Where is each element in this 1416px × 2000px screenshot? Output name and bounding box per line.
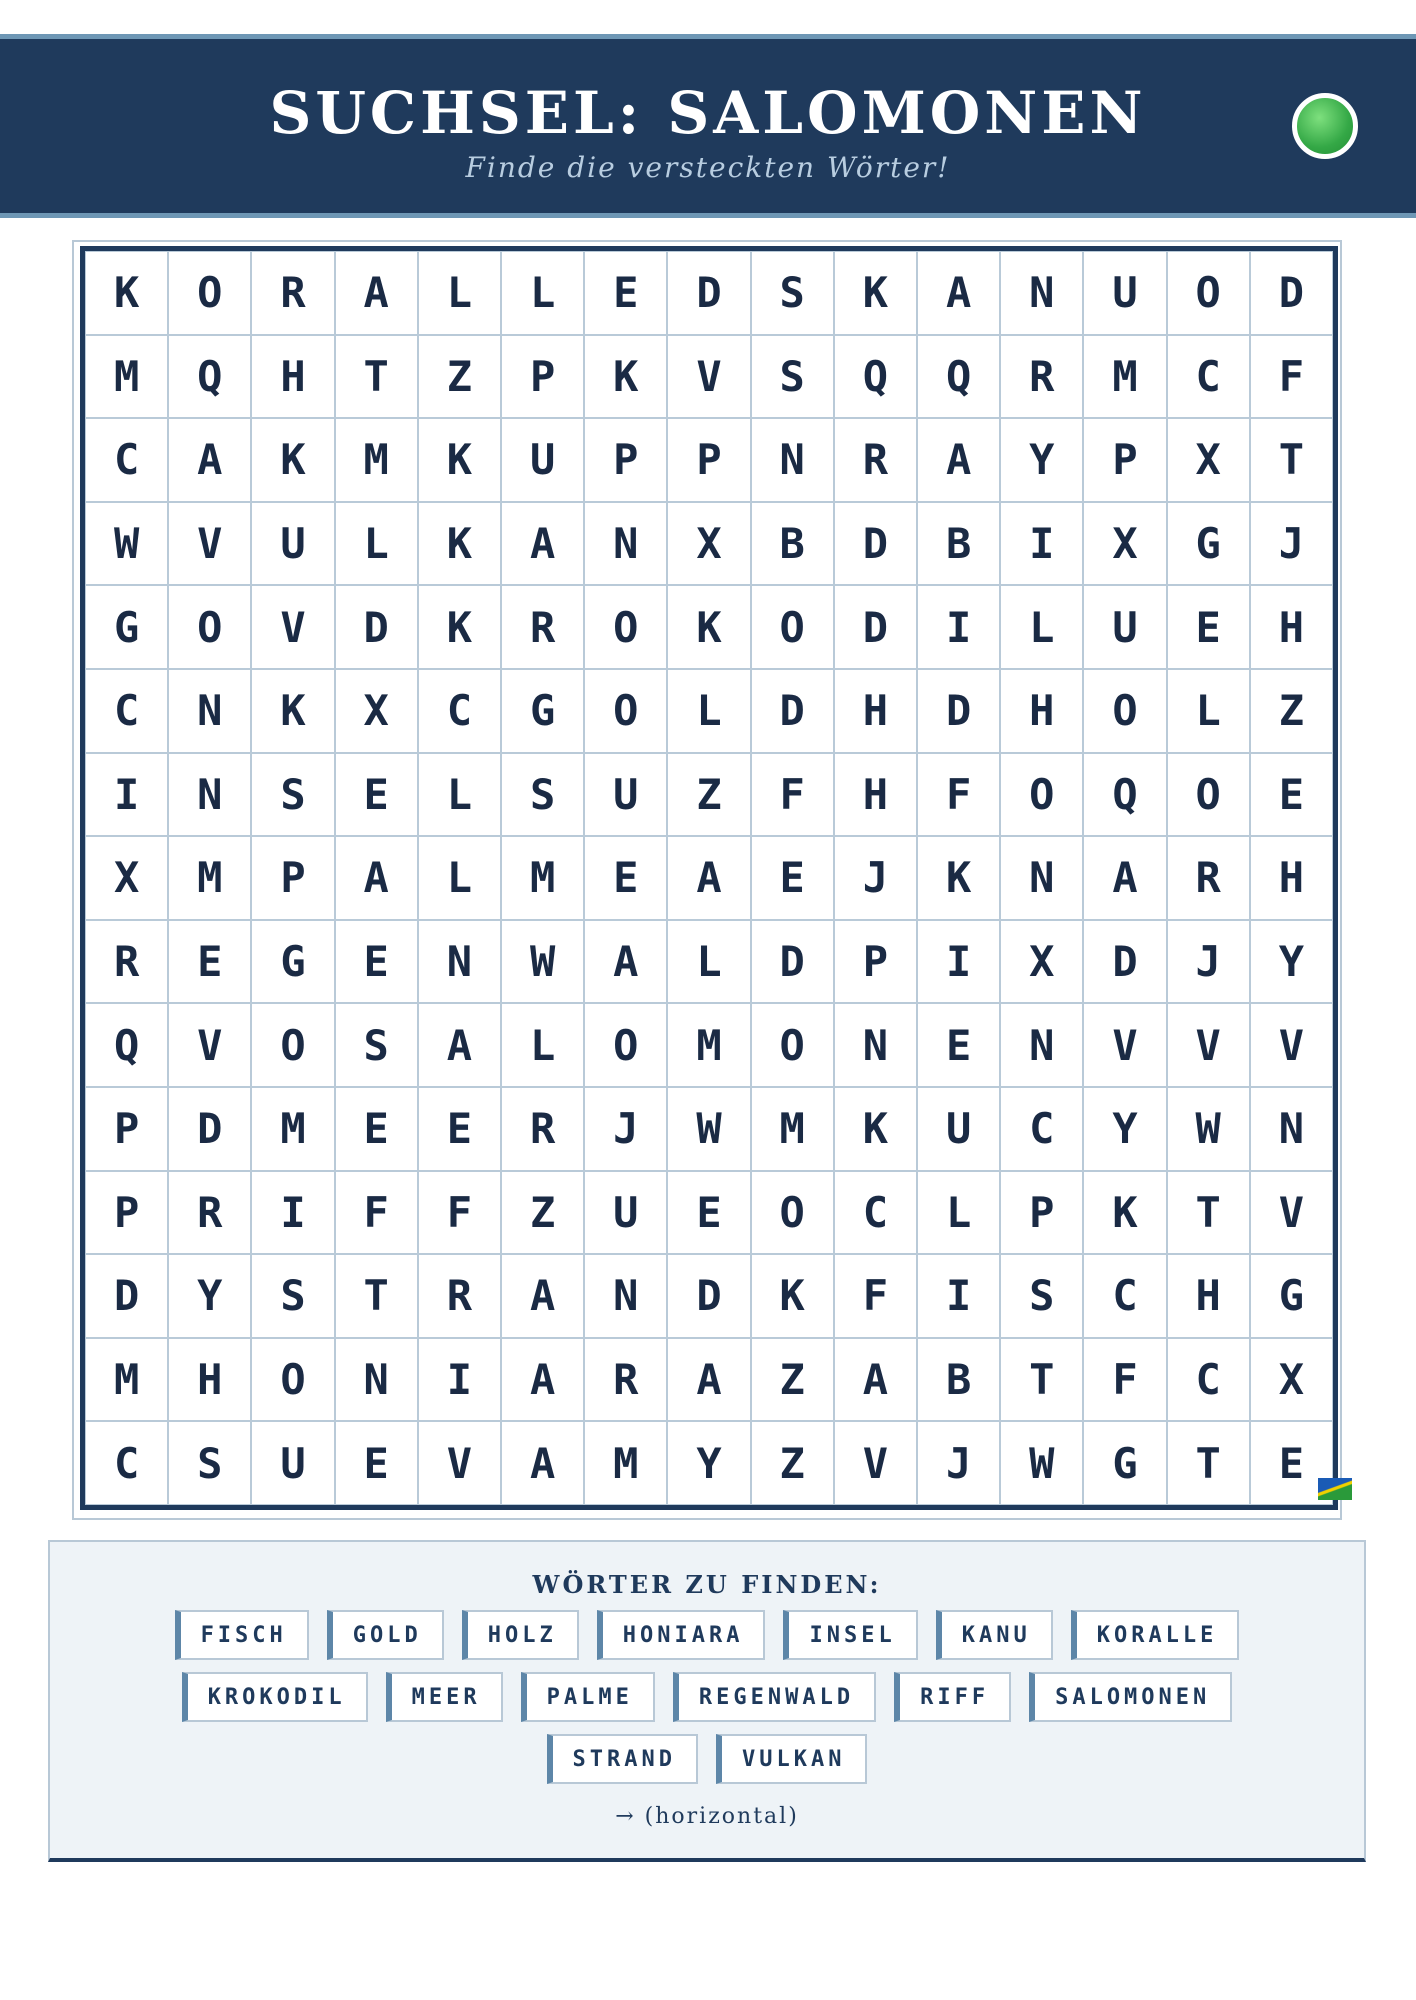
word-list-heading: WÖRTER ZU FINDEN: <box>532 1570 882 1599</box>
word-chip: KANU <box>936 1610 1053 1660</box>
grid-cell[interactable]: R <box>1000 335 1083 419</box>
word-chip: PALME <box>521 1672 655 1722</box>
grid-cell[interactable]: D <box>335 585 418 669</box>
grid-cell[interactable]: C <box>418 669 501 753</box>
grid-cell[interactable]: X <box>667 502 750 586</box>
grid-cell[interactable]: K <box>1083 1171 1166 1255</box>
grid-cell[interactable]: L <box>667 920 750 1004</box>
grid-cell[interactable]: K <box>251 669 334 753</box>
grid-cell[interactable]: X <box>1000 920 1083 1004</box>
grid-cell[interactable]: A <box>501 502 584 586</box>
grid-cell[interactable]: I <box>917 1254 1000 1338</box>
grid-cell[interactable]: M <box>667 1003 750 1087</box>
grid-cell[interactable]: I <box>418 1338 501 1422</box>
grid-cell[interactable]: P <box>584 418 667 502</box>
grid-cell[interactable]: G <box>85 585 168 669</box>
grid-cell[interactable]: Q <box>1083 753 1166 837</box>
grid-cell[interactable]: B <box>917 1338 1000 1422</box>
grid-cell[interactable]: E <box>168 920 251 1004</box>
grid-cell[interactable]: L <box>418 753 501 837</box>
grid-cell[interactable]: J <box>1167 920 1250 1004</box>
grid-cell[interactable]: C <box>85 669 168 753</box>
word-list <box>50 1610 1364 1796</box>
grid-cell[interactable]: K <box>834 251 917 335</box>
grid-cell[interactable]: R <box>168 1171 251 1255</box>
grid-cell[interactable]: R <box>85 920 168 1004</box>
grid-cell[interactable]: V <box>1250 1003 1333 1087</box>
green-dot-icon <box>1292 93 1358 159</box>
grid-cell[interactable]: J <box>834 836 917 920</box>
grid-cell[interactable]: Q <box>834 335 917 419</box>
grid-cell[interactable]: Q <box>168 335 251 419</box>
grid-cell[interactable]: M <box>501 836 584 920</box>
grid-cell[interactable]: R <box>1167 836 1250 920</box>
grid-cell[interactable]: K <box>584 335 667 419</box>
grid-cell[interactable]: V <box>834 1421 917 1505</box>
grid-cell[interactable]: V <box>168 1003 251 1087</box>
grid-cell[interactable]: P <box>1000 1171 1083 1255</box>
grid-cell[interactable]: M <box>85 335 168 419</box>
grid-cell[interactable]: D <box>667 1254 750 1338</box>
grid-cell[interactable]: R <box>418 1254 501 1338</box>
grid-cell[interactable]: L <box>335 502 418 586</box>
grid-cell[interactable]: N <box>584 502 667 586</box>
grid-cell[interactable]: A <box>501 1338 584 1422</box>
grid-cell[interactable]: N <box>168 669 251 753</box>
grid-cell[interactable]: L <box>418 836 501 920</box>
grid-cell[interactable]: K <box>418 502 501 586</box>
grid-cell[interactable]: D <box>751 920 834 1004</box>
grid-cell[interactable]: O <box>751 585 834 669</box>
grid-cell[interactable]: E <box>584 251 667 335</box>
grid-cell[interactable]: V <box>168 502 251 586</box>
grid-cell[interactable]: O <box>584 1003 667 1087</box>
grid-cell[interactable]: P <box>834 920 917 1004</box>
grid-cell[interactable]: R <box>584 1338 667 1422</box>
grid-cell[interactable]: I <box>251 1171 334 1255</box>
grid-cell[interactable]: N <box>1000 836 1083 920</box>
grid-cell[interactable]: U <box>501 418 584 502</box>
grid-cell[interactable]: E <box>335 920 418 1004</box>
grid-cell[interactable]: R <box>251 251 334 335</box>
grid-cell[interactable]: Y <box>1250 920 1333 1004</box>
grid-cell[interactable]: A <box>917 418 1000 502</box>
word-chip: HOLZ <box>462 1610 579 1660</box>
grid-cell[interactable]: L <box>917 1171 1000 1255</box>
grid-cell[interactable]: D <box>917 669 1000 753</box>
grid-cell[interactable]: Q <box>917 335 1000 419</box>
grid-cell[interactable]: N <box>418 920 501 1004</box>
grid-cell[interactable]: E <box>418 1087 501 1171</box>
grid-cell[interactable]: T <box>1000 1338 1083 1422</box>
grid-cell[interactable]: U <box>584 1171 667 1255</box>
grid-cell[interactable]: U <box>251 502 334 586</box>
grid-cell[interactable]: M <box>751 1087 834 1171</box>
grid-cell[interactable]: H <box>834 753 917 837</box>
grid-cell[interactable]: O <box>1083 669 1166 753</box>
grid-cell[interactable]: W <box>501 920 584 1004</box>
grid-cell[interactable]: C <box>1167 335 1250 419</box>
grid-cell[interactable]: U <box>251 1421 334 1505</box>
grid-cell[interactable]: L <box>1167 669 1250 753</box>
grid-cell[interactable]: J <box>584 1087 667 1171</box>
grid-cell[interactable]: T <box>1250 418 1333 502</box>
grid-cell[interactable]: A <box>335 836 418 920</box>
page-title: SUCHSEL: SALOMONEN <box>269 79 1147 147</box>
grid-cell[interactable]: U <box>1083 585 1166 669</box>
grid-cell[interactable]: H <box>251 335 334 419</box>
grid-cell[interactable]: V <box>667 335 750 419</box>
word-row <box>50 1734 1364 1784</box>
grid-cell[interactable]: Z <box>751 1338 834 1422</box>
grid-cell[interactable]: K <box>85 251 168 335</box>
grid-cell[interactable]: B <box>917 502 1000 586</box>
grid-cell[interactable]: V <box>1250 1171 1333 1255</box>
grid-cell[interactable]: G <box>501 669 584 753</box>
grid-cell[interactable]: O <box>751 1171 834 1255</box>
grid-cell[interactable]: H <box>1167 1254 1250 1338</box>
grid-cell[interactable]: S <box>1000 1254 1083 1338</box>
grid-cell[interactable]: N <box>1250 1087 1333 1171</box>
grid-cell[interactable]: N <box>584 1254 667 1338</box>
grid-cell[interactable]: X <box>1250 1338 1333 1422</box>
grid-cell[interactable]: K <box>667 585 750 669</box>
grid-cell[interactable]: O <box>168 251 251 335</box>
grid-cell[interactable]: P <box>667 418 750 502</box>
grid-cell[interactable]: J <box>1250 502 1333 586</box>
grid-cell[interactable]: O <box>1167 753 1250 837</box>
grid-cell[interactable]: A <box>917 251 1000 335</box>
grid-cell[interactable]: T <box>335 335 418 419</box>
grid-cell[interactable]: W <box>667 1087 750 1171</box>
grid-cell[interactable]: X <box>85 836 168 920</box>
grid-cell[interactable]: H <box>168 1338 251 1422</box>
grid-cell[interactable]: M <box>85 1338 168 1422</box>
grid-cell[interactable]: Z <box>751 1421 834 1505</box>
grid-cell[interactable]: G <box>1083 1421 1166 1505</box>
word-chip: SALOMONEN <box>1029 1672 1232 1722</box>
grid-cell[interactable]: S <box>335 1003 418 1087</box>
grid-cell[interactable]: I <box>917 920 1000 1004</box>
grid-cell[interactable]: V <box>1083 1003 1166 1087</box>
grid-cell[interactable]: K <box>251 418 334 502</box>
grid-cell[interactable]: E <box>667 1171 750 1255</box>
grid-cell[interactable]: C <box>85 418 168 502</box>
word-chip: STRAND <box>547 1734 698 1784</box>
word-chip: HONIARA <box>597 1610 766 1660</box>
grid-cell[interactable]: Z <box>1250 669 1333 753</box>
grid-cell[interactable]: A <box>501 1421 584 1505</box>
grid-cell[interactable]: L <box>1000 585 1083 669</box>
grid-cell[interactable]: V <box>418 1421 501 1505</box>
grid-cell[interactable]: O <box>168 585 251 669</box>
word-chip: KORALLE <box>1071 1610 1240 1660</box>
grid-cell[interactable]: N <box>834 1003 917 1087</box>
grid-cell[interactable]: L <box>667 669 750 753</box>
grid-cell[interactable]: S <box>251 753 334 837</box>
grid-cell[interactable]: R <box>834 418 917 502</box>
grid-cell[interactable]: K <box>418 585 501 669</box>
grid-cell[interactable]: M <box>584 1421 667 1505</box>
grid-cell[interactable]: X <box>1167 418 1250 502</box>
word-row <box>50 1672 1364 1722</box>
grid-cell[interactable]: M <box>1083 335 1166 419</box>
grid-cell[interactable]: S <box>251 1254 334 1338</box>
grid-cell[interactable]: F <box>1250 335 1333 419</box>
grid-cell[interactable]: D <box>168 1087 251 1171</box>
grid-cell[interactable]: O <box>1167 251 1250 335</box>
grid-cell[interactable]: W <box>1000 1421 1083 1505</box>
word-chip: VULKAN <box>716 1734 867 1784</box>
grid-cell[interactable]: E <box>1250 753 1333 837</box>
grid-cell[interactable]: O <box>251 1003 334 1087</box>
grid-cell[interactable]: Z <box>501 1171 584 1255</box>
grid-cell[interactable]: G <box>251 920 334 1004</box>
grid-cell[interactable]: E <box>1167 585 1250 669</box>
grid-cell[interactable]: K <box>751 1254 834 1338</box>
grid-cell[interactable]: A <box>335 251 418 335</box>
grid-cell[interactable]: R <box>501 585 584 669</box>
word-list-panel <box>48 1540 1366 1862</box>
grid-cell[interactable]: A <box>667 1338 750 1422</box>
grid-cell[interactable]: A <box>501 1254 584 1338</box>
grid-cell[interactable]: N <box>335 1338 418 1422</box>
grid-cell[interactable]: L <box>501 251 584 335</box>
grid-cell[interactable]: D <box>751 669 834 753</box>
grid-cell[interactable]: X <box>335 669 418 753</box>
grid-cell[interactable]: I <box>1000 502 1083 586</box>
word-chip: REGENWALD <box>673 1672 876 1722</box>
grid-cell[interactable]: H <box>834 669 917 753</box>
grid-cell[interactable]: A <box>168 418 251 502</box>
grid-cell[interactable]: F <box>751 753 834 837</box>
grid-cell[interactable]: X <box>1083 502 1166 586</box>
grid-cell[interactable]: K <box>418 418 501 502</box>
grid-cell[interactable]: I <box>917 585 1000 669</box>
word-search-grid <box>80 246 1338 1510</box>
grid-cell[interactable]: E <box>335 1087 418 1171</box>
grid-cell[interactable]: N <box>1000 1003 1083 1087</box>
grid-cell[interactable]: P <box>1083 418 1166 502</box>
grid-cell[interactable]: T <box>1167 1421 1250 1505</box>
grid-cell[interactable]: P <box>501 335 584 419</box>
grid-cell[interactable]: M <box>251 1087 334 1171</box>
grid-cell[interactable]: H <box>1250 585 1333 669</box>
grid-cell[interactable]: D <box>834 502 917 586</box>
grid-cell[interactable]: N <box>1000 251 1083 335</box>
grid-cell[interactable]: E <box>335 753 418 837</box>
grid-cell[interactable]: O <box>584 669 667 753</box>
grid-cell[interactable]: K <box>834 1087 917 1171</box>
direction-hint: → (horizontal) <box>615 1804 799 1829</box>
grid-cell[interactable]: F <box>834 1254 917 1338</box>
word-chip: MEER <box>386 1672 503 1722</box>
word-chip: FISCH <box>175 1610 309 1660</box>
grid-cell[interactable]: A <box>418 1003 501 1087</box>
grid-cell[interactable]: N <box>751 418 834 502</box>
grid-cell[interactable]: K <box>917 836 1000 920</box>
grid-cell[interactable]: D <box>667 251 750 335</box>
grid-cell[interactable]: C <box>85 1421 168 1505</box>
grid-cell[interactable]: L <box>418 251 501 335</box>
grid-cell[interactable]: W <box>85 502 168 586</box>
grid-cell[interactable]: Z <box>418 335 501 419</box>
grid-cell[interactable]: W <box>1167 1087 1250 1171</box>
grid-cell[interactable]: S <box>751 251 834 335</box>
grid-cell[interactable]: E <box>1250 1421 1333 1505</box>
grid-cell[interactable]: A <box>834 1338 917 1422</box>
grid-cell[interactable]: Z <box>667 753 750 837</box>
grid-cell[interactable]: F <box>917 753 1000 837</box>
grid-cell[interactable]: J <box>917 1421 1000 1505</box>
grid-cell[interactable]: M <box>168 836 251 920</box>
grid-cell[interactable]: O <box>1000 753 1083 837</box>
grid-cell[interactable]: I <box>85 753 168 837</box>
grid-cell[interactable]: U <box>917 1087 1000 1171</box>
grid-cell[interactable]: Y <box>1083 1087 1166 1171</box>
grid-cell[interactable]: O <box>584 585 667 669</box>
grid-cell[interactable]: P <box>251 836 334 920</box>
grid-cell[interactable]: F <box>418 1171 501 1255</box>
grid-cell[interactable]: C <box>1083 1254 1166 1338</box>
grid-cell[interactable]: U <box>1083 251 1166 335</box>
grid-cell[interactable]: D <box>1083 920 1166 1004</box>
grid-cell[interactable]: B <box>751 502 834 586</box>
word-chip: RIFF <box>894 1672 1011 1722</box>
grid-cell[interactable]: U <box>584 753 667 837</box>
grid-cell[interactable]: P <box>85 1171 168 1255</box>
grid-cell[interactable]: E <box>917 1003 1000 1087</box>
grid-cell[interactable]: F <box>335 1171 418 1255</box>
word-chip: GOLD <box>327 1610 444 1660</box>
grid-cell[interactable]: T <box>1167 1171 1250 1255</box>
grid-cell[interactable]: A <box>1083 836 1166 920</box>
grid-cell[interactable]: D <box>1250 251 1333 335</box>
grid-cell[interactable]: A <box>667 836 750 920</box>
solomon-islands-flag-icon <box>1318 1478 1352 1500</box>
grid-cell[interactable]: F <box>1083 1338 1166 1422</box>
grid-cell[interactable]: E <box>751 836 834 920</box>
grid-cell[interactable]: O <box>751 1003 834 1087</box>
grid-cell[interactable]: N <box>168 753 251 837</box>
grid-cell[interactable]: H <box>1000 669 1083 753</box>
grid-cell[interactable]: V <box>1167 1003 1250 1087</box>
grid-cell[interactable]: S <box>168 1421 251 1505</box>
grid-cell[interactable]: C <box>1167 1338 1250 1422</box>
grid-cell[interactable]: Y <box>667 1421 750 1505</box>
grid-cell[interactable]: O <box>251 1338 334 1422</box>
grid-cell[interactable]: E <box>584 836 667 920</box>
header-banner <box>0 34 1416 218</box>
grid-cell[interactable]: A <box>584 920 667 1004</box>
grid-cell[interactable]: S <box>501 753 584 837</box>
grid-cell[interactable]: P <box>85 1087 168 1171</box>
word-chip: INSEL <box>783 1610 917 1660</box>
grid-cell[interactable]: C <box>834 1171 917 1255</box>
word-chip: KROKODIL <box>182 1672 368 1722</box>
grid-cell[interactable]: G <box>1167 502 1250 586</box>
grid-cell[interactable]: D <box>834 585 917 669</box>
grid-cell[interactable]: Y <box>1000 418 1083 502</box>
page-subtitle: Finde die versteckten Wörter! <box>465 151 951 184</box>
grid-cell[interactable]: R <box>501 1087 584 1171</box>
grid-cell[interactable]: M <box>335 418 418 502</box>
grid-cell[interactable]: D <box>85 1254 168 1338</box>
grid-cell[interactable]: L <box>501 1003 584 1087</box>
word-row <box>50 1610 1364 1660</box>
grid-cell[interactable]: V <box>251 585 334 669</box>
grid-cell[interactable]: Q <box>85 1003 168 1087</box>
grid-cell[interactable]: E <box>335 1421 418 1505</box>
grid-cell[interactable]: Y <box>168 1254 251 1338</box>
grid-cell[interactable]: H <box>1250 836 1333 920</box>
grid-cell[interactable]: G <box>1250 1254 1333 1338</box>
grid-cell[interactable]: S <box>751 335 834 419</box>
grid-cell[interactable]: T <box>335 1254 418 1338</box>
grid-cell[interactable]: C <box>1000 1087 1083 1171</box>
